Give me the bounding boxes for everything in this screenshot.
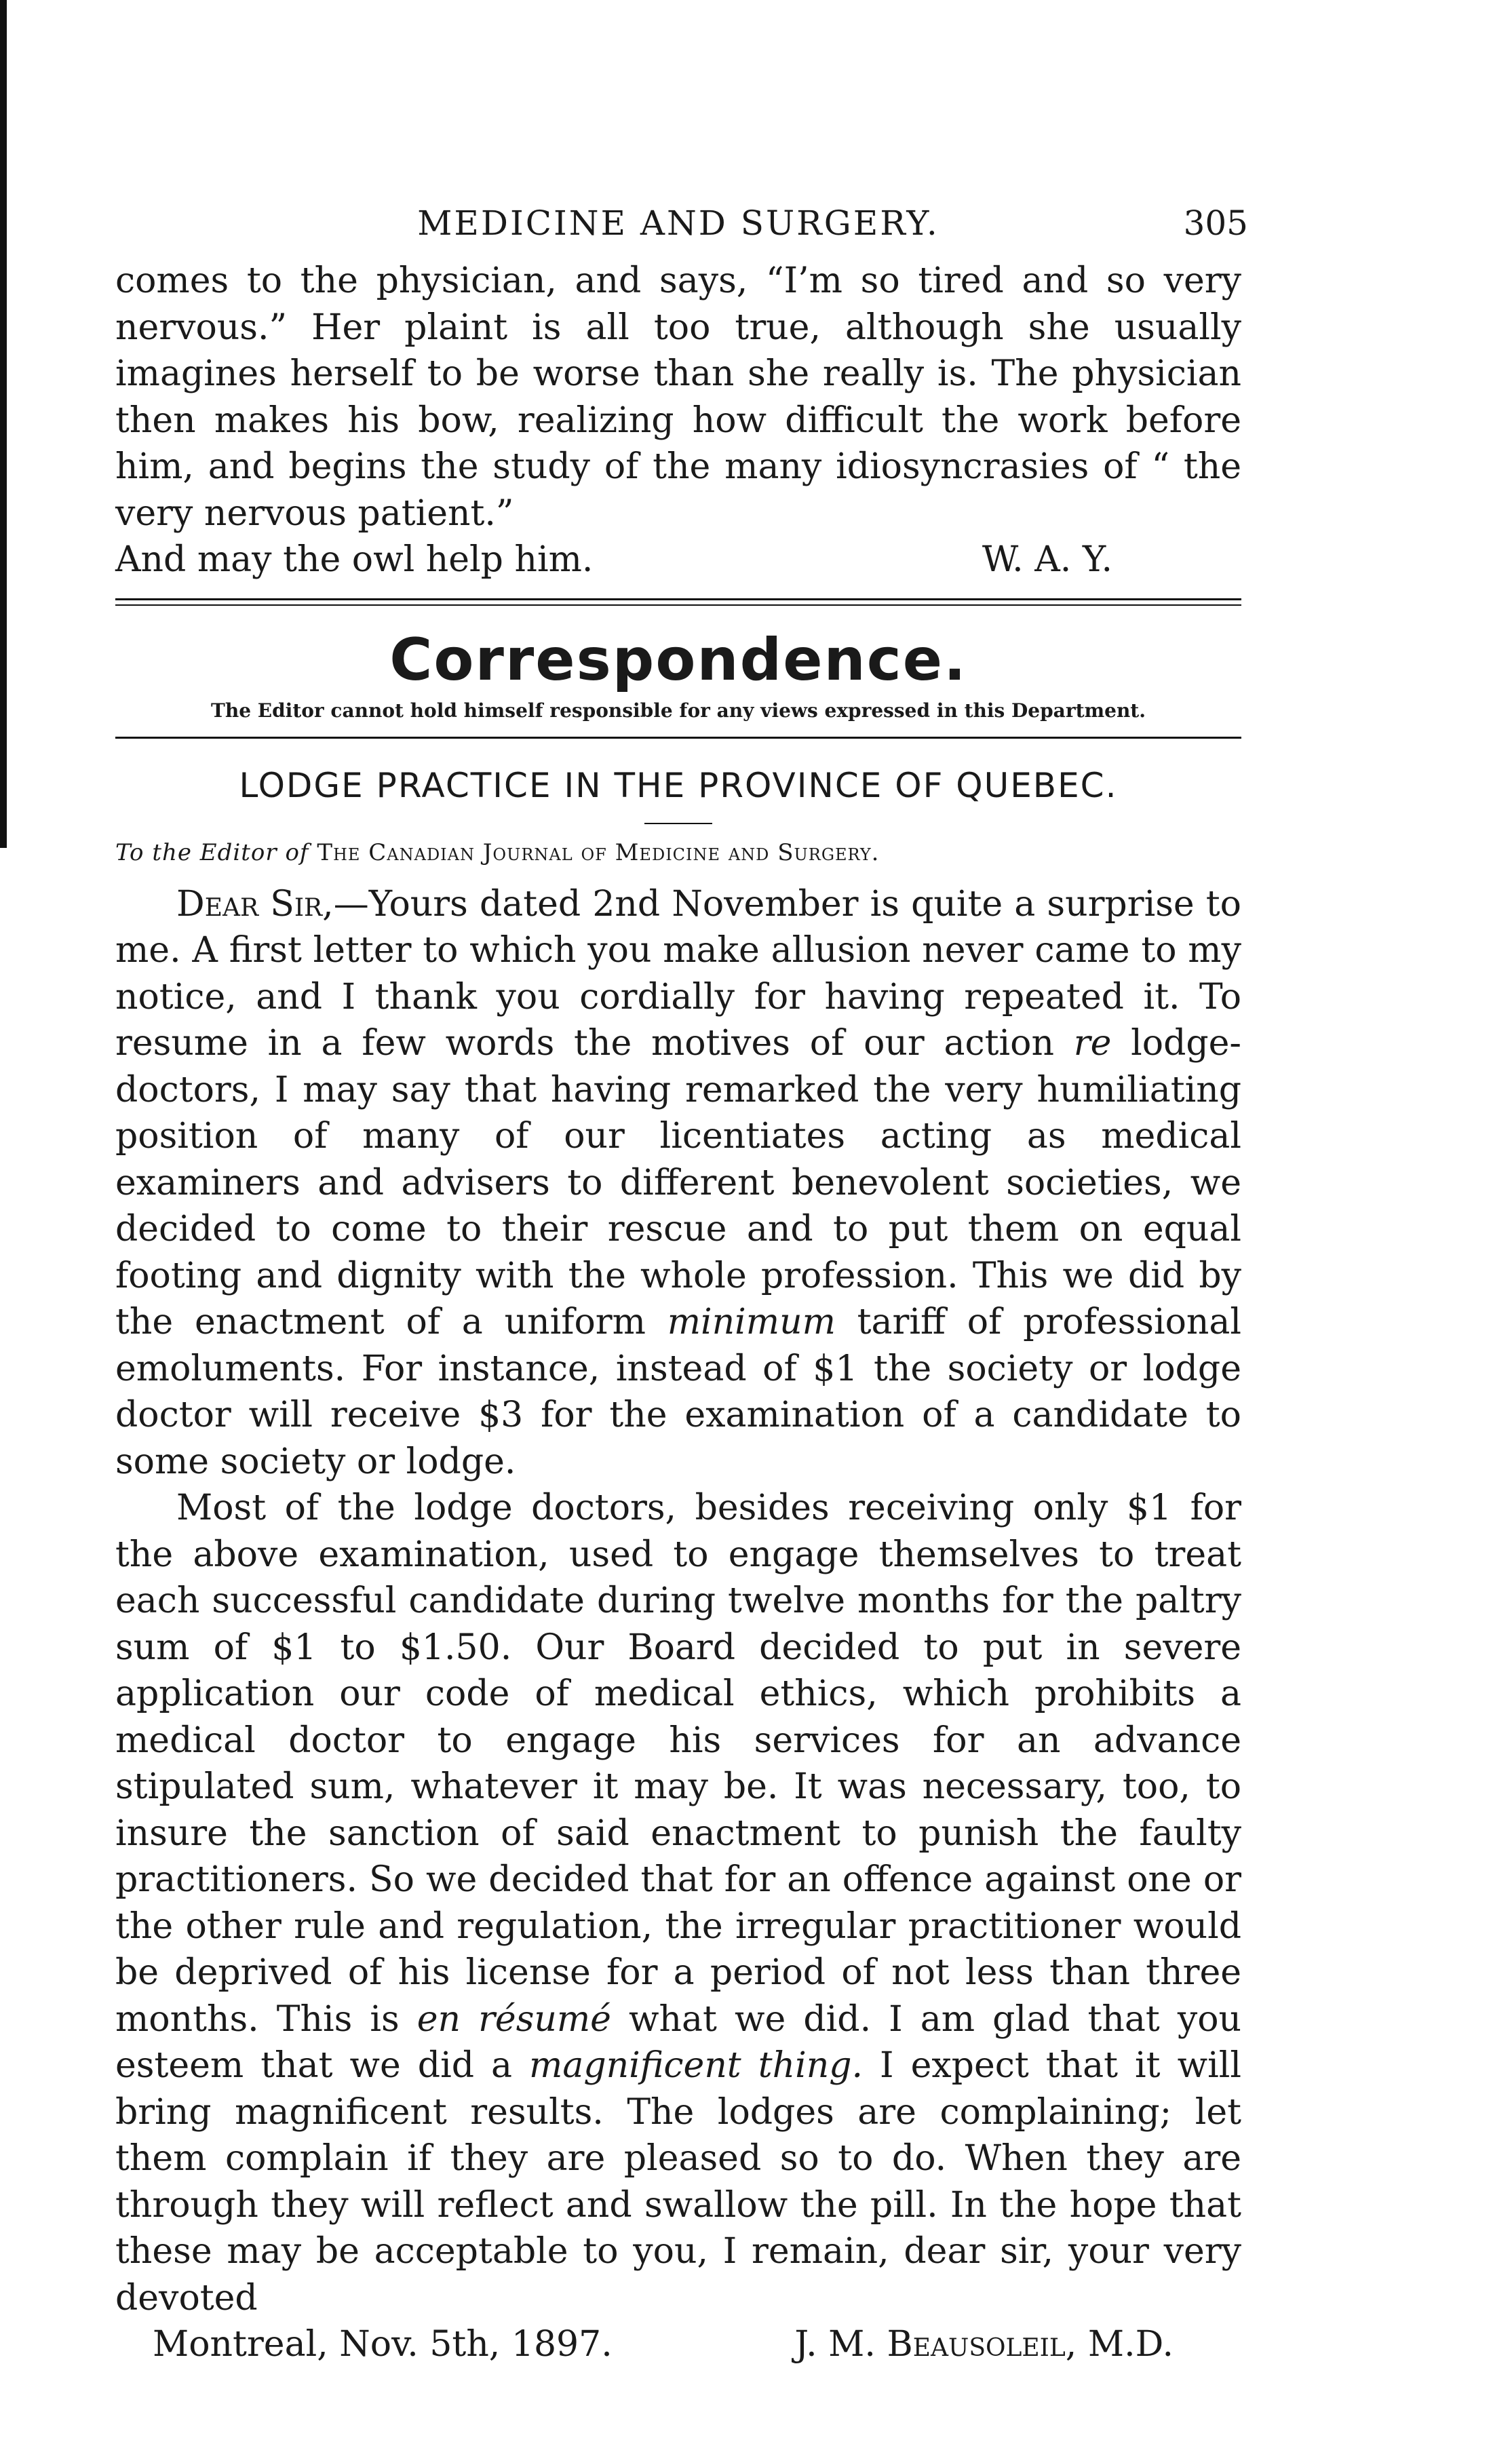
prev-article-initials: W. A. Y. (982, 539, 1112, 580)
addressee-prefix: To the Editor of (115, 838, 309, 866)
journal-page (115, 204, 1248, 2368)
running-head (115, 204, 1248, 258)
letter-paragraph-1: Dear Sir,—Yours dated 2nd November is quite a surprise to me. A first letter to which you make allusion never came to my notice, and I thank you cordially for having repeated it. To resume in a few words the motives of our action re lodge-doctors, I may say that having remarked the very humiliating position of many of our licentiates acting as medical examiners and advisers to different benevolent societies, we decided to come to their rescue and to put them on equal footing and dignity with the whole profession. This we did by the enactment of a uniform minimum tariff of professional emoluments. For instance, instead of $1 the society or lodge doctor will receive $3 for the examination of a candidate to some society or lodge. (115, 883, 1241, 1482)
prev-article-last-line: And may the owl help him. (115, 539, 594, 580)
prev-article-signoff (115, 537, 1241, 583)
prev-article-paragraph: comes to the physician, and says, “I’m so tired and so very nervous.” Her plaint is all too true, although she usually imagines herself to be worse than she really is. The physician then makes his bow, realizing how difficult the work before him, and begins the study of the many idiosyncrasies of “ the very nervous patient.” (115, 260, 1241, 534)
letter-body (115, 881, 1241, 2322)
running-head-title: MEDICINE AND SURGERY. (417, 204, 939, 243)
addressee-journal: The Canadian Journal of Medicine and Surgery. (317, 838, 880, 866)
section-subtitle: The Editor cannot hold himself responsible for any views expressed in this Department. (211, 699, 1146, 722)
section-divider (115, 598, 1241, 606)
letter-paragraph-2: Most of the lodge doctors, besides receiving only $1 for the above examination, used to engage themselves to treat each successful candidate during twelve months for the paltry sum of $1 to $1.50. Our Board decided to put in severe application our code of medical ethics, which prohibits a medical doctor to engage his services for an advance stipulated sum, whatever it may be. It was necessary, too, to insure the sanction of said enactment to punish the faulty practitioners. So we decided that for an offence against one or the other rule and regulation, the irregular practitioner would be deprived of his license for a period of not less than three months. This is en résumé what we did. I am glad that you esteem that we did a magnificent thing. I expect that it will bring magnificent results. The lodges are complaining; let them complain if they are pleased so to do. When they are through they will reflect and swallow the pill. In the hope that these may be acceptable to you, I remain, dear sir, your very devoted (115, 1488, 1241, 2319)
addressee (115, 839, 1241, 866)
salutation: Dear Sir, (176, 883, 334, 925)
signature: J. M. Beausoleil, M.D. (794, 2324, 1174, 2365)
section-heading: Correspondence. (389, 625, 967, 694)
article-title: LODGE PRACTICE IN THE PROVINCE OF QUEBEC. (239, 765, 1118, 805)
place-date: Montreal, Nov. 5th, 1897. (153, 2324, 613, 2365)
page-edge-rule (0, 0, 7, 848)
title-rule (644, 823, 712, 824)
section-rule (115, 737, 1241, 739)
letter-closing (115, 2321, 1241, 2368)
page-number: 305 (1183, 204, 1248, 243)
